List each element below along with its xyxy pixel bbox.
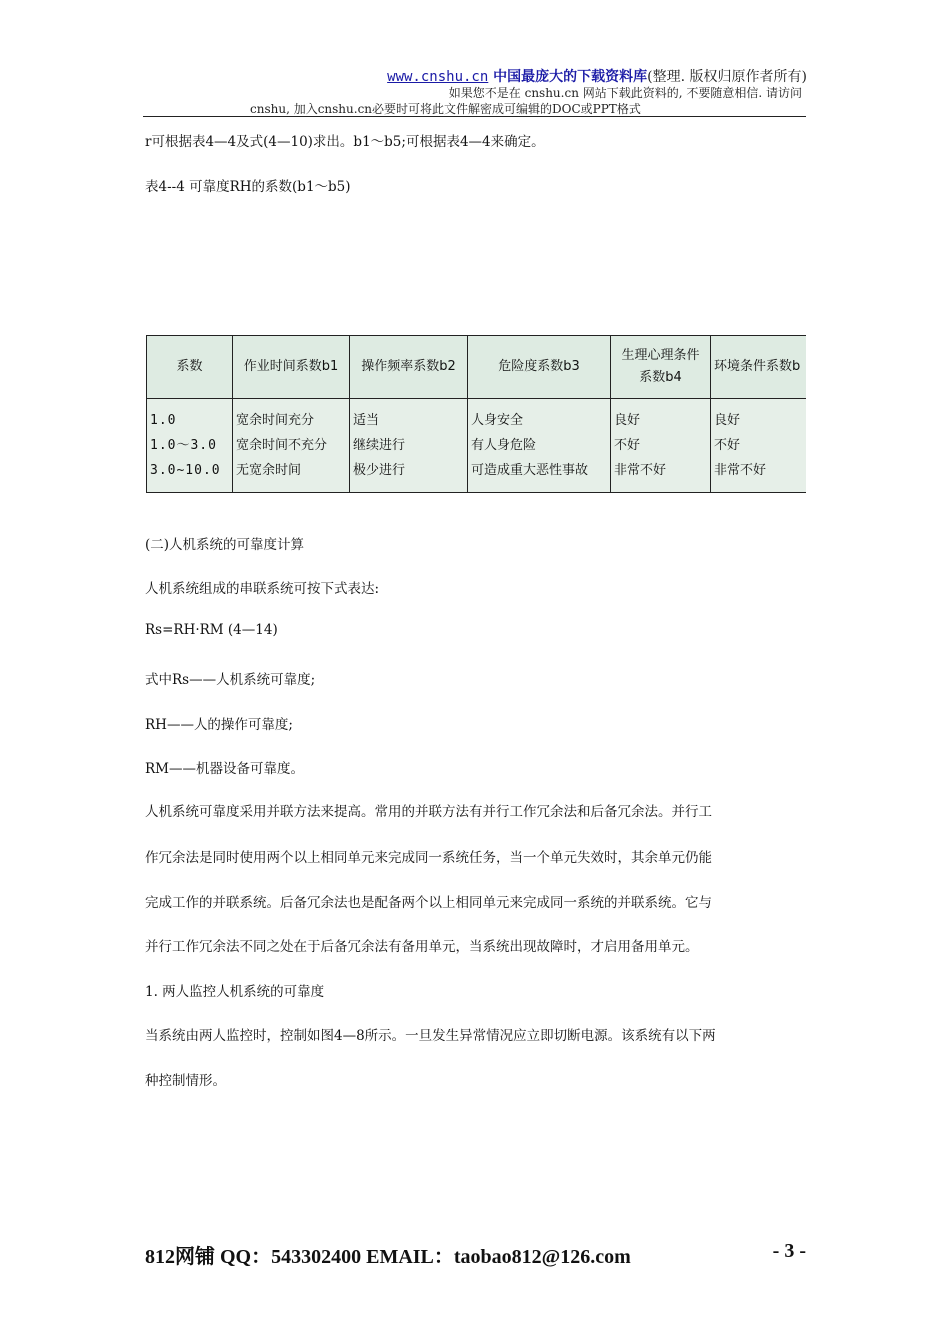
header-b5: 环境条件系数b <box>711 336 807 399</box>
b5-row-1: 良好 <box>714 413 741 428</box>
header-coef: 系数 <box>147 336 233 399</box>
header-line-1 <box>387 66 807 86</box>
header-b4 <box>611 336 711 399</box>
site-link[interactable]: www.cnshu.cn <box>387 69 489 85</box>
b3-row-2: 有人身危险 <box>471 438 537 453</box>
header-divider <box>143 116 806 117</box>
footer-contact: 812网铺 QQ：543302400 EMAIL：taobao812@126.com <box>145 1246 631 1268</box>
b2-row-2: 继续进行 <box>353 438 406 453</box>
header-b1: 作业时间系数b1 <box>233 336 350 399</box>
b4-row-1: 良好 <box>614 413 641 428</box>
coef-row-1: 1.0 <box>150 413 177 428</box>
coef-row-2: 1.0～3.0 <box>150 438 217 453</box>
coef-row-3: 3.0~10.0 <box>150 463 221 478</box>
paragraph-line: 并行工作冗余法不同之处在于后备冗余法有备用单元，当系统出现故障时，才启用备用单元。 <box>145 939 699 955</box>
definition-rs: 式中Rs——人机系统可靠度; <box>145 672 316 688</box>
b2-row-1: 适当 <box>353 413 380 428</box>
col-b2 <box>350 399 468 493</box>
col-b1 <box>233 399 350 493</box>
library-title: 中国最庞大的下载资料库 <box>488 69 648 85</box>
b4-row-2: 不好 <box>614 438 641 453</box>
header-b2: 操作频率系数b2 <box>350 336 468 399</box>
b1-row-1: 宽余时间充分 <box>236 413 315 428</box>
definition-rh: RH——人的操作可靠度; <box>145 717 293 733</box>
col-coef <box>147 399 233 493</box>
formula: Rs=RH·RM (4—14) <box>145 622 278 638</box>
header-b3: 危险度系数b3 <box>468 336 611 399</box>
table-caption: 表4--4 可靠度RH的系数(b1～b5) <box>145 179 351 195</box>
coefficient-table <box>146 335 806 493</box>
b1-row-2: 宽余时间不充分 <box>236 438 328 453</box>
subsection-title: 1. 两人监控人机系统的可靠度 <box>145 984 325 1000</box>
header-b4-line1: 生理心理条件 <box>621 348 700 363</box>
col-b4 <box>611 399 711 493</box>
page-number: - 3 - <box>772 1240 806 1262</box>
paragraph-line: 种控制情形。 <box>145 1073 226 1089</box>
col-b5 <box>711 399 807 493</box>
b5-row-3: 非常不好 <box>714 463 767 478</box>
b2-row-3: 极少进行 <box>353 463 406 478</box>
b4-row-3: 非常不好 <box>614 463 667 478</box>
paragraph-line: 人机系统可靠度采用并联方法来提高。常用的并联方法有并行工作冗余法和后备冗余法。并行工 <box>145 804 712 820</box>
b1-row-3: 无宽余时间 <box>236 463 302 478</box>
paragraph-line: 作冗余法是同时使用两个以上相同单元来完成同一系统任务，当一个单元失效时，其余单元仍能 <box>145 850 712 866</box>
copyright-note: (整理. 版权归原作者所有) <box>647 69 807 85</box>
header-line-2: 如果您不是在 cnshu.cn 网站下载此资料的, 不要随意相信. 请访问 <box>448 86 802 100</box>
definition-rm: RM——机器设备可靠度。 <box>145 761 304 777</box>
col-b3 <box>468 399 611 493</box>
b5-row-2: 不好 <box>714 438 741 453</box>
b3-row-3: 可造成重大恶性事故 <box>471 463 589 478</box>
paragraph-intro: r可根据表4—4及式(4—10)求出。b1～b5;可根据表4—4来确定。 <box>145 134 545 150</box>
paragraph-line: 完成工作的并联系统。后备冗余法也是配备两个以上相同单元来完成同一系统的并联系统。它与 <box>145 895 712 911</box>
paragraph-series: 人机系统组成的串联系统可按下式表达: <box>145 581 380 597</box>
paragraph-line: 当系统由两人监控时，控制如图4—8所示。一旦发生异常情况应立即切断电源。该系统有以下两 <box>145 1028 716 1044</box>
section-title: (二)人机系统的可靠度计算 <box>145 537 305 553</box>
b3-row-1: 人身安全 <box>471 413 524 428</box>
header-b4-line2: 系数b4 <box>639 370 682 385</box>
header-line-3: cnshu, 加入cnshu.cn必要时可将此文件解密成可编辑的DOC或PPT格式 <box>250 102 641 116</box>
